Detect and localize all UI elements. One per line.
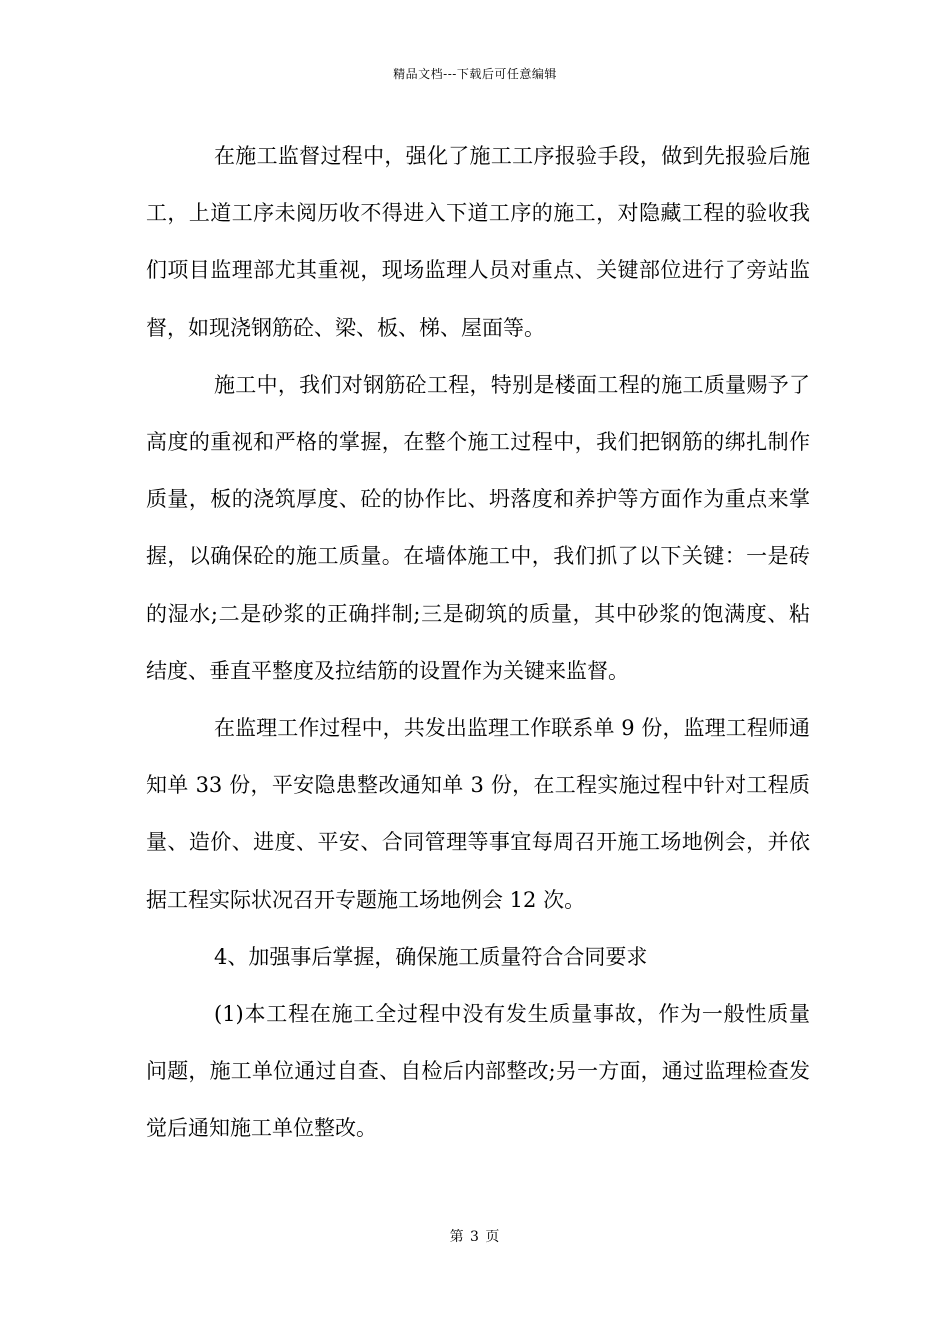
paragraph-concrete-quality: 施工中，我们对钢筋砼工程，特别是楼面工程的施工质量赐予了高度的重视和严格的掌握，在整个施工过程中，我们把钢筋的绑扎制作质量，板的浇筑厚度、砼的协作比、坍落度和养护等方面作为重点来掌握，以确保砼的施工质量。在墙体施工中，我们抓了以下关键：一是砖的湿水;二是砂浆的正确拌制;三是砌筑的质量，其中砂浆的饱满度、粘结度、垂直平整度及拉结筋的设置作为关键来监督。 (146, 372, 810, 683)
paragraph-work-notices: 在监理工作过程中，共发出监理工作联系单 9 份，监理工程师通知单 33 份，平安隐患整改通知单 3 份，在工程实施过程中针对工程质量、造价、进度、平安、合同管理等事宜每周召开施工场地例会，并依据工程实际状况召开专题施工场地例会 12 次。 (146, 716, 810, 912)
paragraph-supervision-process: 在施工监督过程中，强化了施工工序报验手段，做到先报验后施工，上道工序未阅历收不得进入下道工序的施工，对隐藏工程的验收我们项目监理部尤其重视，现场监理人员对重点、关键部位进行了旁站监督，如现浇钢筋砼、梁、板、梯、屋面等。 (146, 144, 810, 340)
section-heading-post-control: 4、加强事后掌握，确保施工质量符合合同要求 (214, 944, 648, 969)
page-number: 第 3 页 (449, 1229, 501, 1245)
page-header: 精品文档---下载后可任意编辑 (393, 67, 557, 81)
document-body (146, 128, 810, 1158)
paragraph-no-quality-accidents: (1)本工程在施工全过程中没有发生质量事故，作为一般性质量问题，施工单位通过自查、自检后内部整改;另一方面，通过监理检查发觉后通知施工单位整改。 (146, 1002, 810, 1141)
